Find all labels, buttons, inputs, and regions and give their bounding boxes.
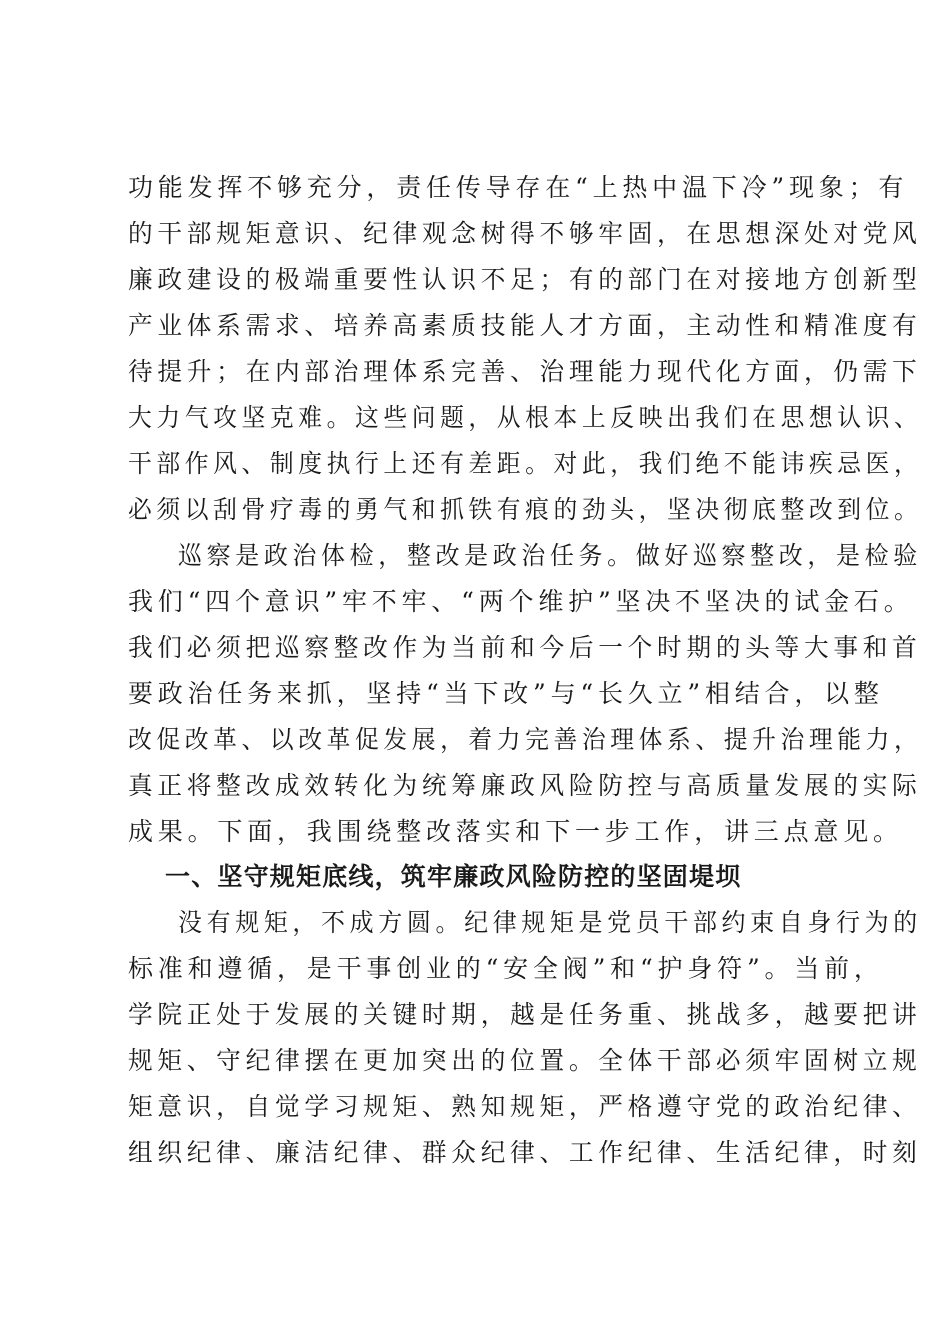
paragraph-2-line-2: 我们“四个意识”牢不牢、“两个维护”坚决不坚决的试金石。 <box>128 587 914 616</box>
paragraph-1-line-5: 待提升；在内部治理体系完善、治理能力现代化方面，仍需下 <box>128 357 922 386</box>
paragraph-1-line-6: 大力气攻坚克难。这些问题，从根本上反映出我们在思想认识、 <box>128 403 923 432</box>
paragraph-1-line-3: 廉政建设的极端重要性认识不足；有的部门在对接地方创新型 <box>128 265 922 294</box>
paragraph-1-line-2: 的干部规矩意识、纪律观念树得不够牢固，在思想深处对党风 <box>128 219 922 248</box>
paragraph-3-line-2: 标准和遵循，是干事创业的“安全阀”和“护身符”。当前， <box>128 954 884 983</box>
paragraph-2-line-3: 我们必须把巡察整改作为当前和今后一个时期的头等大事和首 <box>128 633 922 662</box>
paragraph-3-line-4: 规矩、守纪律摆在更加突出的位置。全体干部必须牢固树立规 <box>128 1046 922 1075</box>
paragraph-3-line-6: 组织纪律、廉洁纪律、群众纪律、工作纪律、生活纪律，时刻 <box>128 1138 922 1167</box>
paragraph-3-line-3: 学院正处于发展的关键时期，越是任务重、挑战多，越要把讲 <box>128 1000 922 1029</box>
paragraph-3-line-5: 矩意识，自觉学习规矩、熟知规矩，严格遵守党的政治纪律、 <box>128 1092 922 1121</box>
paragraph-2-line-7: 成果。下面，我围绕整改落实和下一步工作，讲三点意见。 <box>128 817 903 846</box>
paragraph-1-line-1: 功能发挥不够充分，责任传导存在“上热中温下冷”现象；有 <box>128 173 909 202</box>
paragraph-2-line-5: 改促改革、以改革促发展，着力完善治理体系、提升治理能力， <box>128 725 923 754</box>
paragraph-2-line-4: 要政治任务来抓，坚持“当下改”与“长久立”相结合，以整 <box>128 679 884 708</box>
section-heading-1: 一、坚守规矩底线，筑牢廉政风险防控的坚固堤坝 <box>165 862 742 891</box>
paragraph-2-line-1: 巡察是政治体检，整改是政治任务。做好巡察整改，是检验 <box>178 541 922 570</box>
paragraph-3-line-1: 没有规矩，不成方圆。纪律规矩是党员干部约束自身行为的 <box>178 908 922 937</box>
paragraph-1-line-8: 必须以刮骨疗毒的勇气和抓铁有痕的劲头，坚决彻底整改到位。 <box>128 495 923 524</box>
paragraph-1-line-4: 产业体系需求、培养高素质技能人才方面，主动性和精准度有 <box>128 311 922 340</box>
paragraph-1-line-7: 干部作风、制度执行上还有差距。对此，我们绝不能讳疾忌医， <box>128 449 923 478</box>
paragraph-2-line-6: 真正将整改成效转化为统筹廉政风险防控与高质量发展的实际 <box>128 771 922 800</box>
